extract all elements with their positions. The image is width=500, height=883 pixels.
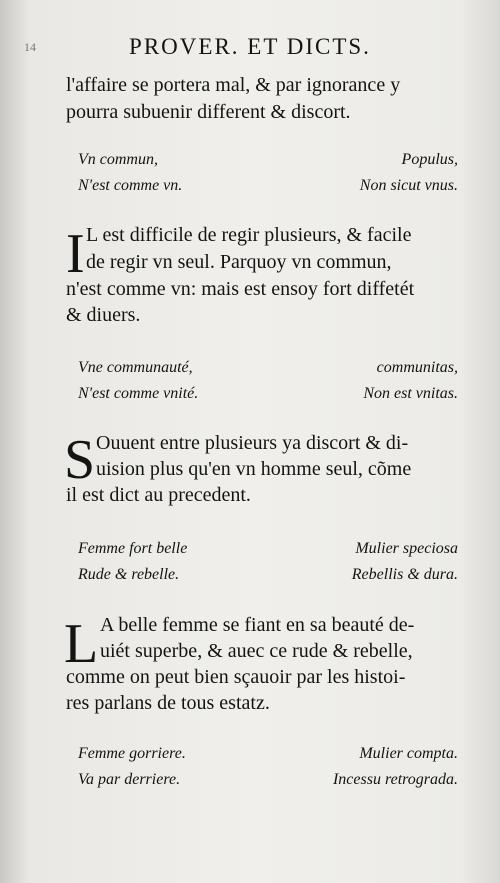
paragraph-line: n'est comme vn: mais est ensoy fort diffetét <box>66 278 415 300</box>
paragraph-line: L est difficile de regir plusieurs, & facile <box>86 224 412 246</box>
paragraph-line: res parlans de tous estatz. <box>66 692 270 714</box>
proverb-row <box>78 355 458 381</box>
latin-proverb: communitas, <box>376 359 458 376</box>
proverb-row <box>78 536 458 562</box>
paragraph-line: uision plus qu'en vn homme seul, cõme <box>96 458 412 480</box>
intro-line: pourra subuenir different & discort. <box>66 101 351 123</box>
french-proverb: Vn commun, <box>78 151 158 168</box>
paragraph-line: A belle femme se fiant en sa beauté de- <box>100 614 415 636</box>
proverb-row <box>78 767 458 793</box>
latin-proverb: Non est vnitas. <box>363 385 458 402</box>
french-proverb: Femme gorriere. <box>78 745 186 762</box>
proverb-row <box>78 381 458 407</box>
french-proverb: Va par derriere. <box>78 771 181 788</box>
page-mark: 14 <box>24 40 36 54</box>
proverb-pair <box>78 355 458 407</box>
drop-initial: L <box>64 613 99 675</box>
french-proverb: Rude & rebelle. <box>78 566 180 583</box>
latin-proverb: Incessu retrograda. <box>332 771 458 788</box>
proverb-row <box>78 741 458 767</box>
latin-proverb: Populus, <box>401 151 458 168</box>
proverb-row <box>78 173 458 199</box>
proverb-pair <box>78 741 458 793</box>
paragraph-line: comme on peut bien sçauoir par les histoi- <box>66 666 406 688</box>
latin-proverb: Mulier speciosa <box>355 540 458 557</box>
drop-initial: S <box>64 429 96 491</box>
paragraph-line: & diuers. <box>66 304 141 326</box>
french-proverb: N'est comme vnité. <box>78 385 199 402</box>
proverb-row <box>78 562 458 588</box>
french-proverb: N'est comme vn. <box>78 177 183 194</box>
paragraph-line: de regir vn seul. Parquoy vn commun, <box>86 251 392 273</box>
french-proverb: Femme fort belle <box>78 540 188 557</box>
proverb-pair <box>78 147 458 199</box>
paragraph-line: il est dict au precedent. <box>66 484 251 506</box>
latin-proverb: Non sicut vnus. <box>359 177 458 194</box>
intro-line: l'affaire se portera mal, & par ignorance y <box>66 74 401 96</box>
latin-proverb: Mulier compta. <box>359 745 458 762</box>
drop-initial: I <box>66 223 85 285</box>
proverb-pair <box>78 536 458 588</box>
running-head: PROVER. ET DICTS. <box>129 34 371 59</box>
proverb-row <box>78 147 458 173</box>
french-proverb: Vne communauté, <box>78 359 193 376</box>
latin-proverb: Rebellis & dura. <box>351 566 458 583</box>
paragraph-line: uiét superbe, & auec ce rude & rebelle, <box>100 640 413 662</box>
paragraph-line: Ouuent entre plusieurs ya discort & di- <box>96 432 409 454</box>
